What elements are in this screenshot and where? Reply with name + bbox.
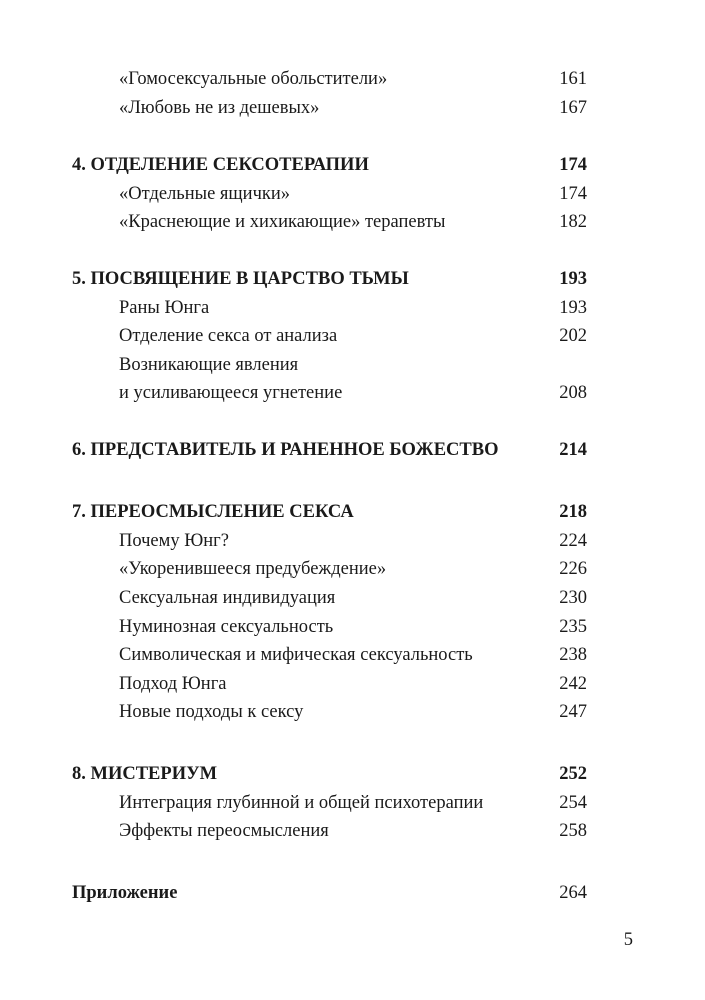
toc-entry [119,671,587,697]
toc-chapter-page: 252 [559,764,587,784]
toc-chapter-title: 8. МИСТЕРИУМ [72,764,218,784]
toc-entry-page: 161 [559,69,587,89]
toc-entry [119,699,587,725]
toc-entry [119,209,587,235]
toc-entry [119,642,587,668]
toc-entry [119,323,587,349]
toc-appendix-title: Приложение [72,883,178,903]
toc-entry-title: Сексуальная индивидуация [119,588,336,608]
toc-entry-title: Подход Юнга [119,674,227,694]
toc-entry-page: 247 [559,702,587,722]
toc-entry-title: Почему Юнг? [119,531,229,551]
toc-entry-title: Возникающие явления [119,355,299,375]
toc-chapter-title: 5. ПОСВЯЩЕНИЕ В ЦАРСТВО ТЬМЫ [72,269,409,289]
toc-entry-title: «Краснеющие и хихикающие» терапевты [119,212,446,232]
toc-entry-title: «Гомосексуальные обольстители» [119,69,388,89]
toc-entry-title: Нуминозная сексуальность [119,617,334,637]
toc-appendix-page: 264 [559,883,587,903]
toc-entry [119,818,587,844]
toc-chapter [72,761,587,787]
toc-entry-page: 224 [559,531,587,551]
toc-entry-page: 235 [559,617,587,637]
toc-entry-page: 238 [559,645,587,665]
toc-entry-page: 202 [559,326,587,346]
toc-chapter [72,266,587,292]
toc-entry-title: Эффекты переосмысления [119,821,329,841]
toc-entry-page: 258 [559,821,587,841]
toc-chapter-title: 6. ПРЕДСТАВИТЕЛЬ И РАНЕННОЕ БОЖЕСТВО [72,440,499,460]
toc-entry [119,585,587,611]
toc-chapter-page: 218 [559,502,587,522]
toc-entry-page: 254 [559,793,587,813]
toc-chapter-page: 214 [559,440,587,460]
toc-entry-page: 193 [559,298,587,318]
toc-entry-title: и усиливающееся угнетение [119,383,343,403]
toc-entry-page: 242 [559,674,587,694]
toc-entry [119,95,587,121]
toc-entry-page: 174 [559,184,587,204]
toc-entry [119,352,587,378]
toc-entry-title: «Отдельные ящички» [119,184,291,204]
toc-chapter [72,437,587,463]
toc-entry [119,556,587,582]
toc-entry-page: 226 [559,559,587,579]
toc-entry [119,295,587,321]
toc-entry-page: 230 [559,588,587,608]
toc-entry-page: 182 [559,212,587,232]
toc-chapter [72,499,587,525]
toc-entry-title: Отделение секса от анализа [119,326,338,346]
toc-entry-title: «Укоренившееся предубеждение» [119,559,387,579]
toc-entry [119,790,587,816]
toc-entry [119,528,587,554]
toc-chapter-title: 7. ПЕРЕОСМЫСЛЕНИЕ СЕКСА [72,502,354,522]
toc-entry-title: «Любовь не из дешевых» [119,98,320,118]
toc-chapter [72,152,587,178]
toc-entry-page: 167 [559,98,587,118]
page-number: 5 [623,930,633,950]
toc-entry-title: Новые подходы к сексу [119,702,304,722]
toc-entry-title: Интеграция глубинной и общей психотерапии [119,793,484,813]
toc-entry [119,614,587,640]
toc-entry [119,380,587,406]
toc-entry [119,66,587,92]
toc-chapter-page: 174 [559,155,587,175]
toc-entry-title: Символическая и мифическая сексуальность [119,645,473,665]
toc-chapter-page: 193 [559,269,587,289]
toc-entry-title: Раны Юнга [119,298,210,318]
toc-entry [119,181,587,207]
toc-chapter-title: 4. ОТДЕЛЕНИЕ СЕКСОТЕРАПИИ [72,155,369,175]
toc-appendix [72,880,587,906]
toc-entry-page: 208 [559,383,587,403]
